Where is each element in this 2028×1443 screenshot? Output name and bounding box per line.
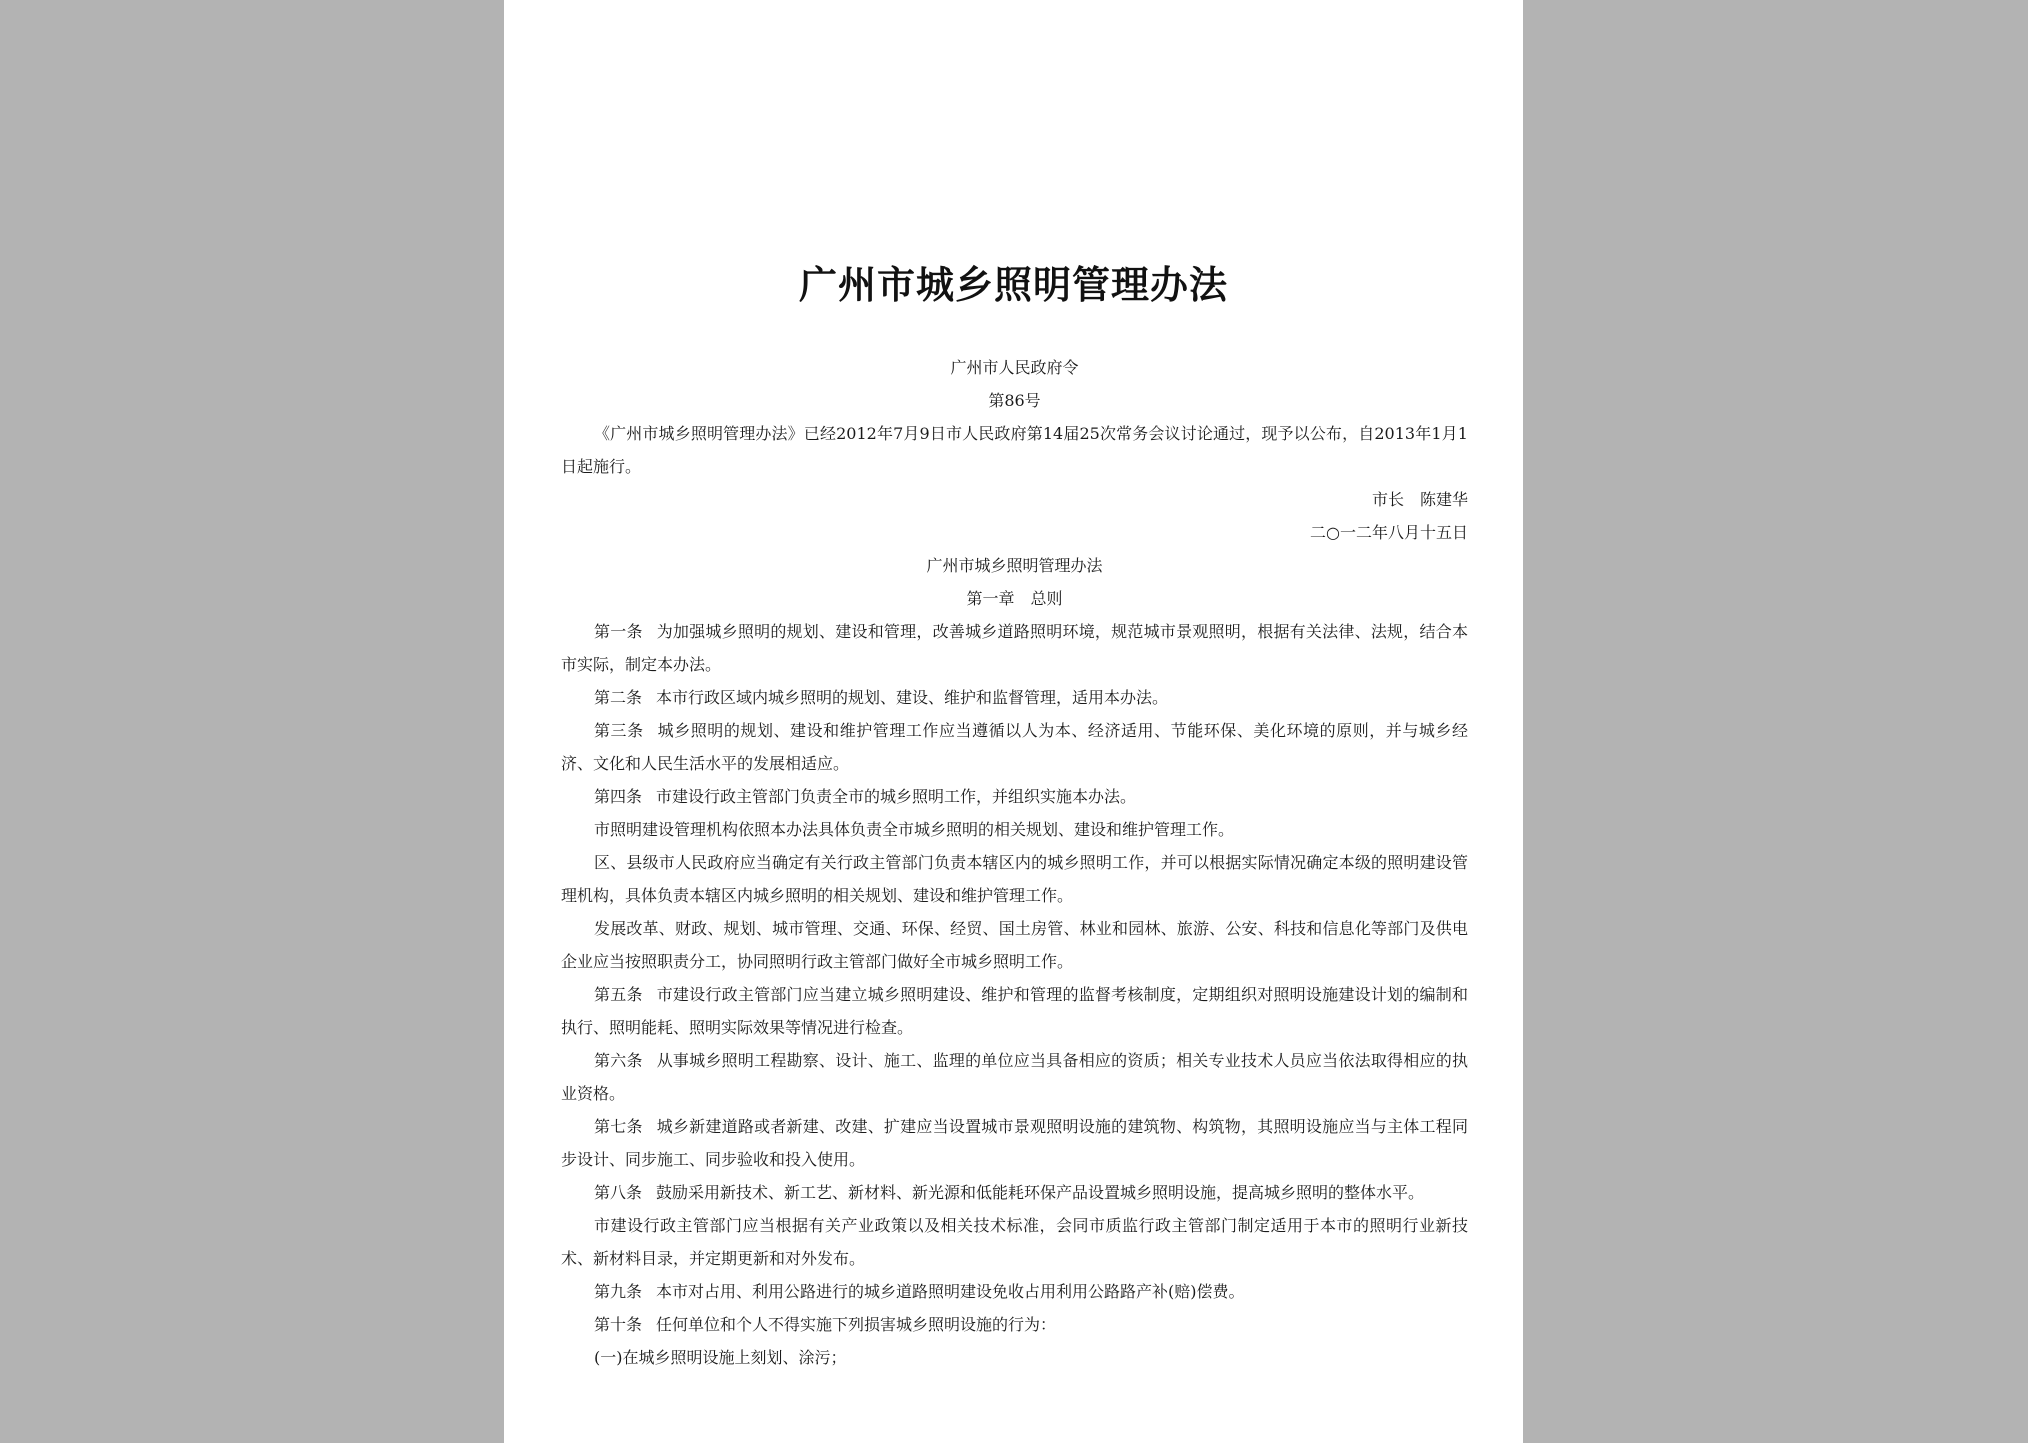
article-paragraph: [561, 1176, 1468, 1209]
article-paragraph: [561, 978, 1468, 1044]
article-text: 市建设行政主管部门应当建立城乡照明建设、维护和管理的监督考核制度，定期组织对照明设施建设计划的编制和执行、照明能耗、照明实际效果等情况进行检查。: [561, 985, 1468, 1037]
decree-number: 第86号: [988, 391, 1041, 410]
sub-title: 广州市城乡照明管理办法: [926, 556, 1103, 575]
article-paragraph: [561, 1209, 1468, 1275]
article-text: 本市行政区域内城乡照明的规划、建设、维护和监督管理，适用本办法。: [656, 688, 1169, 707]
article-text: 区、县级市人民政府应当确定有关行政主管部门负责本辖区内的城乡照明工作，并可以根据实际情况确定本级的照明建设管理机构，具体负责本辖区内城乡照明的相关规划、建设和维护管理工作。: [561, 853, 1468, 905]
article-paragraph: [561, 1308, 1468, 1341]
article-paragraph: [561, 1341, 1468, 1374]
article-number: 第一条: [594, 622, 643, 641]
article-text: 城乡照明的规划、建设和维护管理工作应当遵循以人为本、经济适用、节能环保、美化环境的原则，并与城乡经济、文化和人民生活水平的发展相适应。: [561, 721, 1468, 773]
article-number: 第六条: [594, 1051, 643, 1070]
article-number: 第二条: [594, 688, 643, 707]
article-text: 从事城乡照明工程勘察、设计、施工、监理的单位应当具备相应的资质；相关专业技术人员应当依法取得相应的执业资格。: [561, 1051, 1468, 1103]
document-title: 广州市城乡照明管理办法: [798, 262, 1228, 307]
article-text: 市照明建设管理机构依照本办法具体负责全市城乡照明的相关规划、建设和维护管理工作。: [594, 820, 1235, 839]
article-number: 第九条: [594, 1282, 643, 1301]
article-text: 发展改革、财政、规划、城市管理、交通、环保、经贸、国土房管、林业和园林、旅游、公安、科技和信息化等部门及供电企业应当按照职责分工，协同照明行政主管部门做好全市城乡照明工作。: [561, 919, 1468, 971]
article-paragraph: [561, 1275, 1468, 1308]
signatory: 市长 陈建华: [1371, 490, 1468, 509]
document-body: [561, 351, 1468, 1374]
article-number: 第五条: [594, 985, 643, 1004]
article-paragraph: [561, 912, 1468, 978]
chapter-heading: 第一章 总则: [966, 589, 1063, 608]
article-text: 本市对占用、利用公路进行的城乡道路照明建设免收占用利用公路路产补(赔)偿费。: [656, 1282, 1245, 1301]
issue-date: 二○一二年八月十五日: [1310, 523, 1468, 542]
article-paragraph: [561, 1044, 1468, 1110]
article-text: 鼓励采用新技术、新工艺、新材料、新光源和低能耗环保产品设置城乡照明设施，提高城乡照明的整体水平。: [656, 1183, 1425, 1202]
article-text: 城乡新建道路或者新建、改建、扩建应当设置城市景观照明设施的建筑物、构筑物，其照明设施应当与主体工程同步设计、同步施工、同步验收和投入使用。: [561, 1117, 1468, 1169]
decree-issuer: 广州市人民政府令: [950, 358, 1079, 377]
article-text: (一)在城乡照明设施上刻划、涂污；: [594, 1348, 847, 1367]
article-paragraph: [561, 846, 1468, 912]
article-number: 第十条: [594, 1315, 643, 1334]
article-paragraph: [561, 714, 1468, 780]
article-number: 第四条: [594, 787, 643, 806]
article-paragraph: [561, 780, 1468, 813]
promulgation-text: 《广州市城乡照明管理办法》已经2012年7月9日市人民政府第14届25次常务会议讨论通过，现予以公布，自2013年1月1日起施行。: [561, 424, 1468, 476]
article-number: 第三条: [594, 721, 644, 740]
article-text: 市建设行政主管部门负责全市的城乡照明工作，并组织实施本办法。: [656, 787, 1137, 806]
article-paragraph: [561, 813, 1468, 846]
document-page: [504, 0, 1523, 1443]
article-text: 为加强城乡照明的规划、建设和管理，改善城乡道路照明环境，规范城市景观照明，根据有关法律、法规，结合本市实际，制定本办法。: [561, 622, 1468, 674]
article-text: 任何单位和个人不得实施下列损害城乡照明设施的行为：: [656, 1315, 1057, 1334]
article-paragraph: [561, 1110, 1468, 1176]
article-number: 第七条: [594, 1117, 643, 1136]
article-paragraph: [561, 615, 1468, 681]
article-number: 第八条: [594, 1183, 643, 1202]
article-text: 市建设行政主管部门应当根据有关产业政策以及相关技术标准，会同市质监行政主管部门制定适用于本市的照明行业新技术、新材料目录，并定期更新和对外发布。: [561, 1216, 1468, 1268]
article-paragraph: [561, 681, 1468, 714]
